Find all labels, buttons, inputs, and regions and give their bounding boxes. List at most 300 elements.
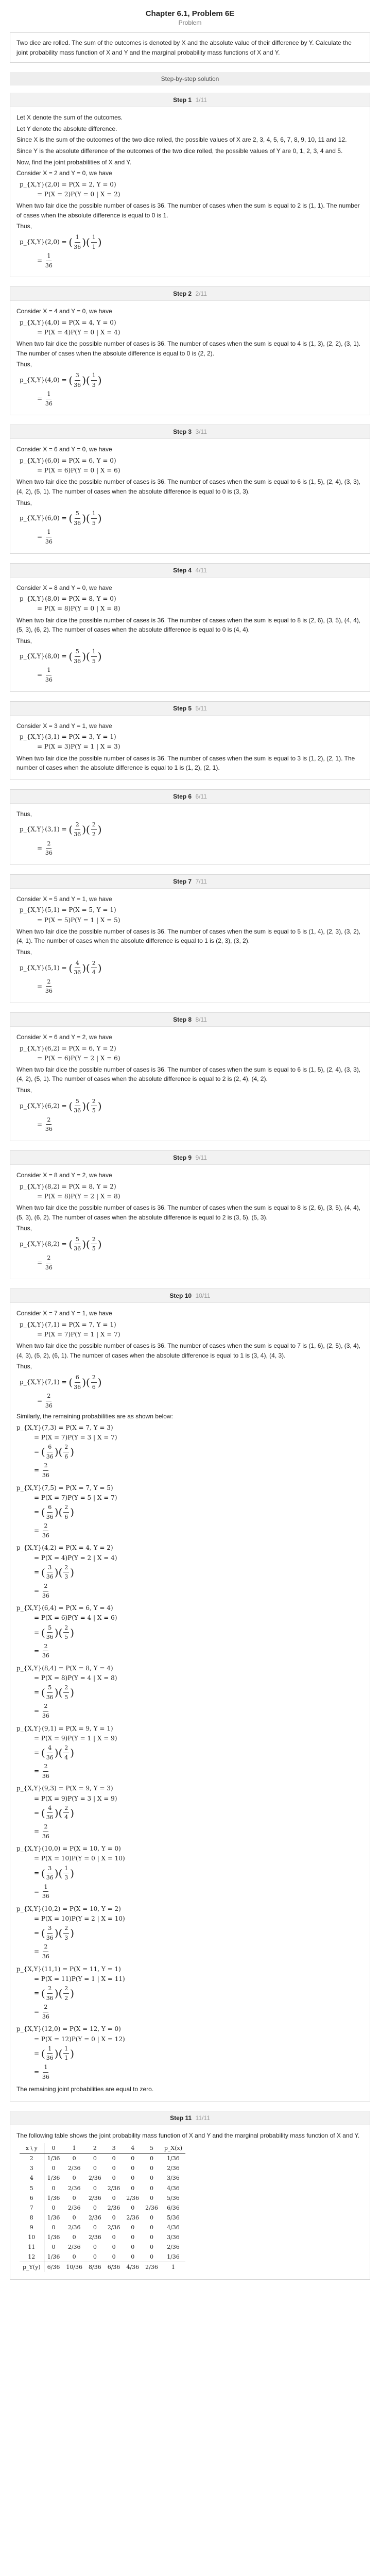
thus-label: Thus, <box>16 1225 32 1232</box>
denominator: 36 <box>46 1634 54 1641</box>
table-cell: 0 <box>149 2194 153 2201</box>
paren: ) <box>97 961 102 974</box>
equation-line: p_{X,Y}(11,1) = P(X = 11, Y = 1) <box>16 1965 121 1973</box>
step-header[interactable] <box>10 2111 370 2125</box>
fraction <box>42 1883 49 1901</box>
table-cell: 0 <box>93 2253 97 2260</box>
result-equation <box>20 371 364 408</box>
table-footer-cell: 2/36 <box>142 2262 161 2272</box>
fraction <box>46 2044 54 2063</box>
fraction <box>46 1683 54 1702</box>
table-footer-cell: 10/36 <box>63 2262 85 2272</box>
fraction <box>42 1461 49 1480</box>
result-line <box>20 509 364 528</box>
result-lhs: p_{X,Y}(7,1) = <box>20 1378 69 1386</box>
denominator: 36 <box>45 850 53 857</box>
fraction <box>91 233 97 251</box>
numerator: 6 <box>75 1373 80 1383</box>
paren: ) <box>70 1626 75 1639</box>
equals: = <box>34 2068 41 2076</box>
step-text: When two fair dice the possible number of cases is 36. The number of cases when the sum is equal to 7 is (1, 6), (2, 5), (3, 4), (4, 3), (5, 2), (6, 1). The number of cases when the absolute difference is equal to 1 is (3, 4), (4, 3). <box>16 1342 361 1359</box>
fraction <box>91 820 97 839</box>
paren: )( <box>54 1747 63 1759</box>
paren: )( <box>82 1099 90 1112</box>
table-row <box>20 2242 185 2252</box>
equals: = <box>37 1121 44 1128</box>
similarly-text: Similarly, the remaining probabilities are as shown below: <box>16 1413 173 1420</box>
fraction <box>46 1503 54 1521</box>
equation: p_{X,Y}(7,1) = P(X = 7, Y = 1) = P(X = 7)P(Y = 1 | X = 7) <box>20 1320 120 1338</box>
table-cell: 5/36 <box>167 2214 180 2221</box>
equals: = <box>37 1397 44 1404</box>
paren: ( <box>68 961 73 974</box>
step-header[interactable] <box>10 425 370 439</box>
table-footer-cell: 8/36 <box>85 2262 105 2272</box>
equation <box>20 1044 364 1063</box>
fraction <box>45 666 53 684</box>
step-number: 6 <box>188 792 192 800</box>
equals: = <box>34 1929 41 1937</box>
step-text: Thus, <box>16 810 32 818</box>
table-cell: 2/36 <box>67 2224 81 2231</box>
step-word: Step <box>170 2114 184 2122</box>
step-body <box>10 439 370 553</box>
fraction <box>45 1115 53 1134</box>
equals: = <box>34 1888 41 1895</box>
step-header[interactable] <box>10 287 370 301</box>
denominator: 36 <box>45 538 53 545</box>
problem-label: Problem <box>178 19 202 26</box>
step-body <box>10 301 370 415</box>
thus-label: Thus, <box>16 948 32 956</box>
step-number: 1 <box>188 96 192 104</box>
step-word: Step <box>173 792 188 800</box>
numerator: 1 <box>46 251 51 261</box>
result-line <box>16 2044 364 2063</box>
step-text: The following table shows the joint probability mass function of X and Y and the marginal probability mass function of X and Y. <box>16 2131 360 2139</box>
step-count: 9/11 <box>194 1154 207 1162</box>
result-final <box>20 977 364 996</box>
result-lhs: p_{X,Y}(8,0) = <box>20 652 69 660</box>
denominator: 36 <box>46 2055 54 2062</box>
step-header[interactable] <box>10 790 370 804</box>
result-equation <box>20 959 364 996</box>
table-cell: 1/36 <box>167 2155 180 2162</box>
denominator: 6 <box>92 1383 96 1391</box>
paren: ) <box>70 1747 75 1759</box>
numerator: 5 <box>75 509 80 519</box>
probability-item <box>16 1904 364 1961</box>
step-text: Consider X = 7 and Y = 1, we have <box>16 1310 112 1317</box>
table-cell: 0 <box>112 2165 116 2172</box>
table-footer-cell: 4/36 <box>123 2262 142 2272</box>
table-header-cell: x \ y <box>20 2143 44 2154</box>
numerator: 1 <box>91 371 97 381</box>
result-final <box>16 1883 364 1901</box>
table-header-cell: 0 <box>44 2143 63 2154</box>
result-final <box>20 1253 364 1272</box>
table-row <box>20 2173 185 2183</box>
paren: ( <box>68 823 73 836</box>
equals: = <box>34 1827 41 1835</box>
denominator: 5 <box>64 1634 68 1641</box>
fraction <box>45 251 53 270</box>
remaining-probabilities <box>16 1423 364 2081</box>
step-header[interactable] <box>10 564 370 578</box>
result-line <box>20 959 364 977</box>
step-text: When two fair dice the possible number of cases is 36. The number of cases when the sum is equal to 4 is (1, 3), (2, 2), (3, 1). The number of cases when the absolute difference is equal to 0 is (2, 2). <box>16 340 361 357</box>
paren: ( <box>41 1686 45 1699</box>
table-cell: 0 <box>112 2253 116 2260</box>
numerator: 2 <box>91 1235 97 1245</box>
denominator: 36 <box>46 1814 54 1821</box>
numerator: 2 <box>63 1924 69 1934</box>
step-text: When two fair dice the possible number of cases is 36. The number of cases when the sum is equal to 8 is (2, 6), (3, 5), (4, 4), (5, 3), (6, 2). The number of cases when the absolute difference is equal to 2 is (3, 5), (5, 3). <box>16 1204 361 1221</box>
step-word: Step <box>169 1292 183 1300</box>
denominator: 36 <box>74 1245 81 1252</box>
step-card <box>10 1012 370 1141</box>
step-text: When two fair dice the possible number of cases is 36. The number of cases when the sum is equal to 5 is (1, 4), (2, 3), (3, 2), (4, 1). The number of cases when the absolute difference is equal to 1 is (2, 3), (3, 2). <box>16 927 361 945</box>
step-card <box>10 1150 370 1279</box>
paren: ) <box>70 1987 75 2000</box>
paren: ( <box>68 1238 73 1250</box>
step-text: Let Y denote the absolute difference. <box>16 125 117 132</box>
result-final <box>20 1115 364 1134</box>
paren: ( <box>41 1566 45 1579</box>
table-footer-cell: 6/36 <box>44 2262 63 2272</box>
step-word: Step <box>173 290 188 298</box>
fraction <box>74 647 81 666</box>
fraction <box>63 1443 69 1461</box>
paren: )( <box>54 1987 63 2000</box>
result-final <box>20 389 364 408</box>
equation <box>20 180 364 199</box>
numerator: 2 <box>46 977 51 987</box>
numerator: 2 <box>46 1253 51 1263</box>
step-card <box>10 93 370 277</box>
fraction <box>46 1984 54 2003</box>
step-body <box>10 107 370 277</box>
thus-label: Thus, <box>16 361 32 368</box>
table-cell: 0 <box>112 2214 116 2221</box>
paren: )( <box>82 374 90 387</box>
equals: = <box>37 1259 44 1266</box>
equals: = <box>34 1587 41 1595</box>
problem-statement: Two dice are rolled. The sum of the outcomes is denoted by X and the absolute value of their difference by Y. Calculate the joint probability mass function of X and Y and the marginal probability mass functions of X and Y. <box>10 32 370 63</box>
table-cell: 2/36 <box>107 2184 120 2192</box>
step-text: When two fair dice the possible number of cases is 36. The number of cases when the sum is equal to 6 is (1, 5), (2, 4), (3, 3), (4, 2), (5, 1). The number of cases when the absolute difference is equal to 0 is (3, 3). <box>16 478 361 495</box>
result-final <box>16 1822 364 1841</box>
probability-item <box>16 1483 364 1540</box>
step-header[interactable] <box>10 93 370 107</box>
table-cell: 0 <box>131 2233 135 2241</box>
paren: )( <box>82 512 90 525</box>
result-equation <box>20 1235 364 1272</box>
denominator: 36 <box>74 1107 81 1114</box>
paren: ( <box>41 1867 45 1879</box>
numerator: 2 <box>63 1804 69 1814</box>
fraction <box>42 1702 49 1720</box>
step-count: 4/11 <box>194 566 207 574</box>
equals: = <box>34 1989 41 1997</box>
paren: )( <box>54 1506 63 1519</box>
thus-label: Thus, <box>16 637 32 645</box>
numerator: 2 <box>43 1461 48 1471</box>
paren: ) <box>70 1446 75 1459</box>
step-number: 11 <box>185 2114 192 2122</box>
fraction <box>63 1743 69 1762</box>
step-text: Consider X = 6 and Y = 0, we have <box>16 446 112 453</box>
equation-line: = P(X = 8)P(Y = 4 | X = 8) <box>34 1674 117 1682</box>
step-count: 6/11 <box>194 792 207 800</box>
denominator: 36 <box>45 988 53 995</box>
equation-line: = P(X = 11)P(Y = 1 | X = 11) <box>34 1975 125 1982</box>
table-cell: 2/36 <box>67 2165 81 2172</box>
equals: = <box>34 1647 41 1655</box>
fraction <box>74 509 81 528</box>
fraction <box>42 2003 49 2021</box>
result-line <box>20 647 364 666</box>
numerator: 3 <box>75 371 80 381</box>
step-header[interactable] <box>10 1151 370 1165</box>
paren: )( <box>82 1238 90 1250</box>
table-cell: 2/36 <box>126 2214 140 2221</box>
denominator: 36 <box>42 1833 49 1840</box>
denominator: 36 <box>74 519 81 527</box>
table-cell: 0 <box>51 2184 56 2192</box>
paren: ( <box>68 374 73 387</box>
step-number: 9 <box>188 1154 192 1162</box>
step-header[interactable] <box>10 702 370 716</box>
fraction <box>42 1762 49 1781</box>
paren: ( <box>68 650 73 663</box>
result-final <box>20 528 364 546</box>
fraction <box>74 1235 81 1253</box>
result-lhs: p_{X,Y}(8,2) = <box>20 1240 69 1248</box>
step-text: When two fair dice the possible number of cases is 36. The number of cases when the sum is equal to 6 is (1, 5), (2, 4), (3, 3), (4, 2), (5, 1). The number of cases when the absolute difference is equal to 2 is (2, 4), (4, 2). <box>16 1065 361 1083</box>
numerator: 1 <box>43 2063 48 2073</box>
fraction <box>45 1253 53 1272</box>
table-cell: 0 <box>93 2155 97 2162</box>
table-cell: 0 <box>131 2224 135 2231</box>
step-body <box>10 1303 370 2101</box>
paren: )( <box>82 1376 90 1388</box>
fraction <box>74 820 81 839</box>
step-text: Consider X = 8 and Y = 0, we have <box>16 584 112 591</box>
numerator: 2 <box>43 1762 48 1772</box>
fraction <box>46 1563 54 1582</box>
paren: )( <box>54 1927 63 1940</box>
step-number: 5 <box>188 704 192 712</box>
denominator: 36 <box>45 1126 53 1133</box>
result-lhs: p_{X,Y}(4,0) = <box>20 376 69 384</box>
paren: ( <box>68 1099 73 1112</box>
result-equation <box>20 647 364 684</box>
denominator: 36 <box>45 1264 53 1271</box>
table-cell: 1/36 <box>47 2214 60 2221</box>
step-text: Consider X = 8 and Y = 2, we have <box>16 1172 112 1179</box>
equals: = <box>34 1869 41 1877</box>
denominator: 36 <box>74 1383 81 1391</box>
step-count: 3/11 <box>194 428 207 436</box>
table-cell: 2/36 <box>167 2243 180 2250</box>
probability-item <box>16 1844 364 1901</box>
table-cell: 0 <box>93 2165 97 2172</box>
numerator: 1 <box>91 233 97 243</box>
result-line <box>20 1235 364 1253</box>
table-cell: 0 <box>112 2155 116 2162</box>
numerator: 2 <box>63 1443 69 1452</box>
fraction <box>74 371 81 389</box>
thus-label: Thus, <box>16 499 32 506</box>
step-number: 4 <box>188 566 192 574</box>
equation-line: p_{X,Y}(7,5) = P(X = 7, Y = 5) <box>16 1484 113 1492</box>
equation-line: p_{X,Y}(6,2) = P(X = 6, Y = 2) <box>20 1044 116 1052</box>
fraction <box>91 647 97 666</box>
paren: )( <box>54 2047 63 2060</box>
table-cell: 3/36 <box>167 2233 180 2241</box>
result-final <box>20 251 364 270</box>
step-text: Now, find the joint probabilities of X and Y. <box>16 158 132 166</box>
numerator: 4 <box>47 1804 53 1814</box>
table-cell: 0 <box>131 2184 135 2192</box>
probability-item <box>16 2024 364 2081</box>
denominator: 36 <box>42 2013 49 2020</box>
paren: ) <box>70 2047 75 2060</box>
thus-label: Thus, <box>16 1087 32 1094</box>
fraction <box>45 839 53 858</box>
table-cell: 2/36 <box>67 2204 81 2211</box>
table-cell: 2/36 <box>107 2204 120 2211</box>
equals: = <box>34 1809 41 1817</box>
step-number: 8 <box>188 1015 192 1023</box>
numerator: 2 <box>63 1503 69 1513</box>
result-lhs: p_{X,Y}(3,1) = <box>20 826 69 833</box>
table-cell: 0 <box>72 2155 76 2162</box>
numerator: 2 <box>46 1392 51 1401</box>
paren: ( <box>41 1626 45 1639</box>
result-line <box>20 371 364 389</box>
thus-label: Thus, <box>16 1363 32 1370</box>
table-row <box>20 2223 185 2232</box>
table-cell: 0 <box>149 2253 153 2260</box>
table-cell: 5/36 <box>167 2194 180 2201</box>
table-cell: 0 <box>131 2155 135 2162</box>
probability-item <box>16 1964 364 2022</box>
table-cell: 0 <box>112 2194 116 2201</box>
step-header[interactable] <box>10 1289 370 1303</box>
denominator: 36 <box>42 1592 49 1599</box>
paren: ( <box>41 1506 45 1519</box>
result-line <box>16 1864 364 1883</box>
denominator: 36 <box>42 1953 49 1960</box>
table-cell: 1/36 <box>47 2155 60 2162</box>
equation-line: = P(X = 6)P(Y = 4 | X = 6) <box>34 1614 117 1622</box>
step-header[interactable] <box>10 875 370 889</box>
step-card <box>10 874 370 1003</box>
paren: )( <box>54 1446 63 1459</box>
numerator: 2 <box>46 839 51 849</box>
numerator: 2 <box>43 1582 48 1591</box>
result-line <box>16 1924 364 1942</box>
table-cell: 0 <box>93 2204 97 2211</box>
table-cell: 0 <box>112 2233 116 2241</box>
equals: = <box>34 2049 41 2057</box>
numerator: 1 <box>47 2044 53 2054</box>
table-cell: 0 <box>93 2243 97 2250</box>
numerator: 5 <box>75 647 80 657</box>
result-line <box>20 1373 364 1392</box>
equation <box>20 732 364 752</box>
step-number: 7 <box>188 877 192 885</box>
table-header-cell: 2 <box>85 2143 105 2154</box>
table-cell: 0 <box>149 2224 153 2231</box>
paren: ) <box>97 1099 102 1112</box>
step-word: Step <box>173 1015 188 1023</box>
equals: = <box>37 533 44 540</box>
step-text: Since X is the sum of the outcomes of the two dice rolled, the possible values of X are 2, 3, 4, 5, 6, 7, 8, 9, 10, 11 and 12. <box>16 136 347 144</box>
equals: = <box>34 1527 41 1534</box>
table-cell: 0 <box>51 2204 56 2211</box>
numerator: 5 <box>47 1683 53 1693</box>
denominator: 4 <box>64 1754 68 1761</box>
denominator: 36 <box>42 1713 49 1720</box>
table-cell: 0 <box>131 2165 135 2172</box>
table-row <box>20 2183 185 2193</box>
table-cell: 0 <box>93 2184 97 2192</box>
equation-line: = P(X = 12)P(Y = 0 | X = 12) <box>34 2035 125 2043</box>
equals: = <box>34 1467 41 1475</box>
equals: = <box>34 1948 41 1956</box>
step-text: Consider X = 4 and Y = 0, we have <box>16 308 112 315</box>
equation-line: = P(X = 8)P(Y = 0 | X = 8) <box>37 605 120 613</box>
equation-line: p_{X,Y}(9,1) = P(X = 9, Y = 1) <box>16 1724 113 1732</box>
equation-line: = P(X = 8)P(Y = 2 | X = 8) <box>37 1192 120 1200</box>
denominator: 5 <box>92 519 96 527</box>
fraction <box>63 1563 69 1582</box>
equals: = <box>34 1767 41 1775</box>
step-number: 10 <box>184 1292 192 1300</box>
table-cell: 0 <box>72 2253 76 2260</box>
denominator: 36 <box>42 1532 49 1539</box>
step-text: When two fair dice the possible number of cases is 36. The number of cases when the sum is equal to 3 is (1, 2), (2, 1). The number of cases when the absolute difference is equal to 1 is (1, 2), (2, 1). <box>16 754 355 772</box>
result-final <box>20 666 364 684</box>
step-card <box>10 563 370 692</box>
step-body <box>10 889 370 1003</box>
paren: ( <box>41 2047 45 2060</box>
step-card <box>10 1289 370 2102</box>
table-cell: 0 <box>131 2243 135 2250</box>
paren: ( <box>68 236 73 248</box>
denominator: 36 <box>45 262 53 269</box>
table-cell: 2/36 <box>89 2194 101 2201</box>
table-cell: 4/36 <box>167 2224 180 2231</box>
fraction <box>46 1743 54 1762</box>
denominator: 36 <box>46 1994 54 2002</box>
table-cell: 0 <box>51 2224 56 2231</box>
equation-line: p_{X,Y}(6,4) = P(X = 6, Y = 4) <box>16 1604 113 1612</box>
result-line <box>16 1623 364 1642</box>
denominator: 36 <box>42 1893 49 1900</box>
numerator: 5 <box>47 1623 53 1633</box>
result-line <box>16 1503 364 1521</box>
denominator: 5 <box>92 1107 96 1114</box>
table-row <box>20 2163 185 2173</box>
step-word: Step <box>173 428 188 436</box>
step-header[interactable] <box>10 1013 370 1027</box>
denominator: 2 <box>64 1994 68 2002</box>
numerator: 1 <box>63 2044 69 2054</box>
